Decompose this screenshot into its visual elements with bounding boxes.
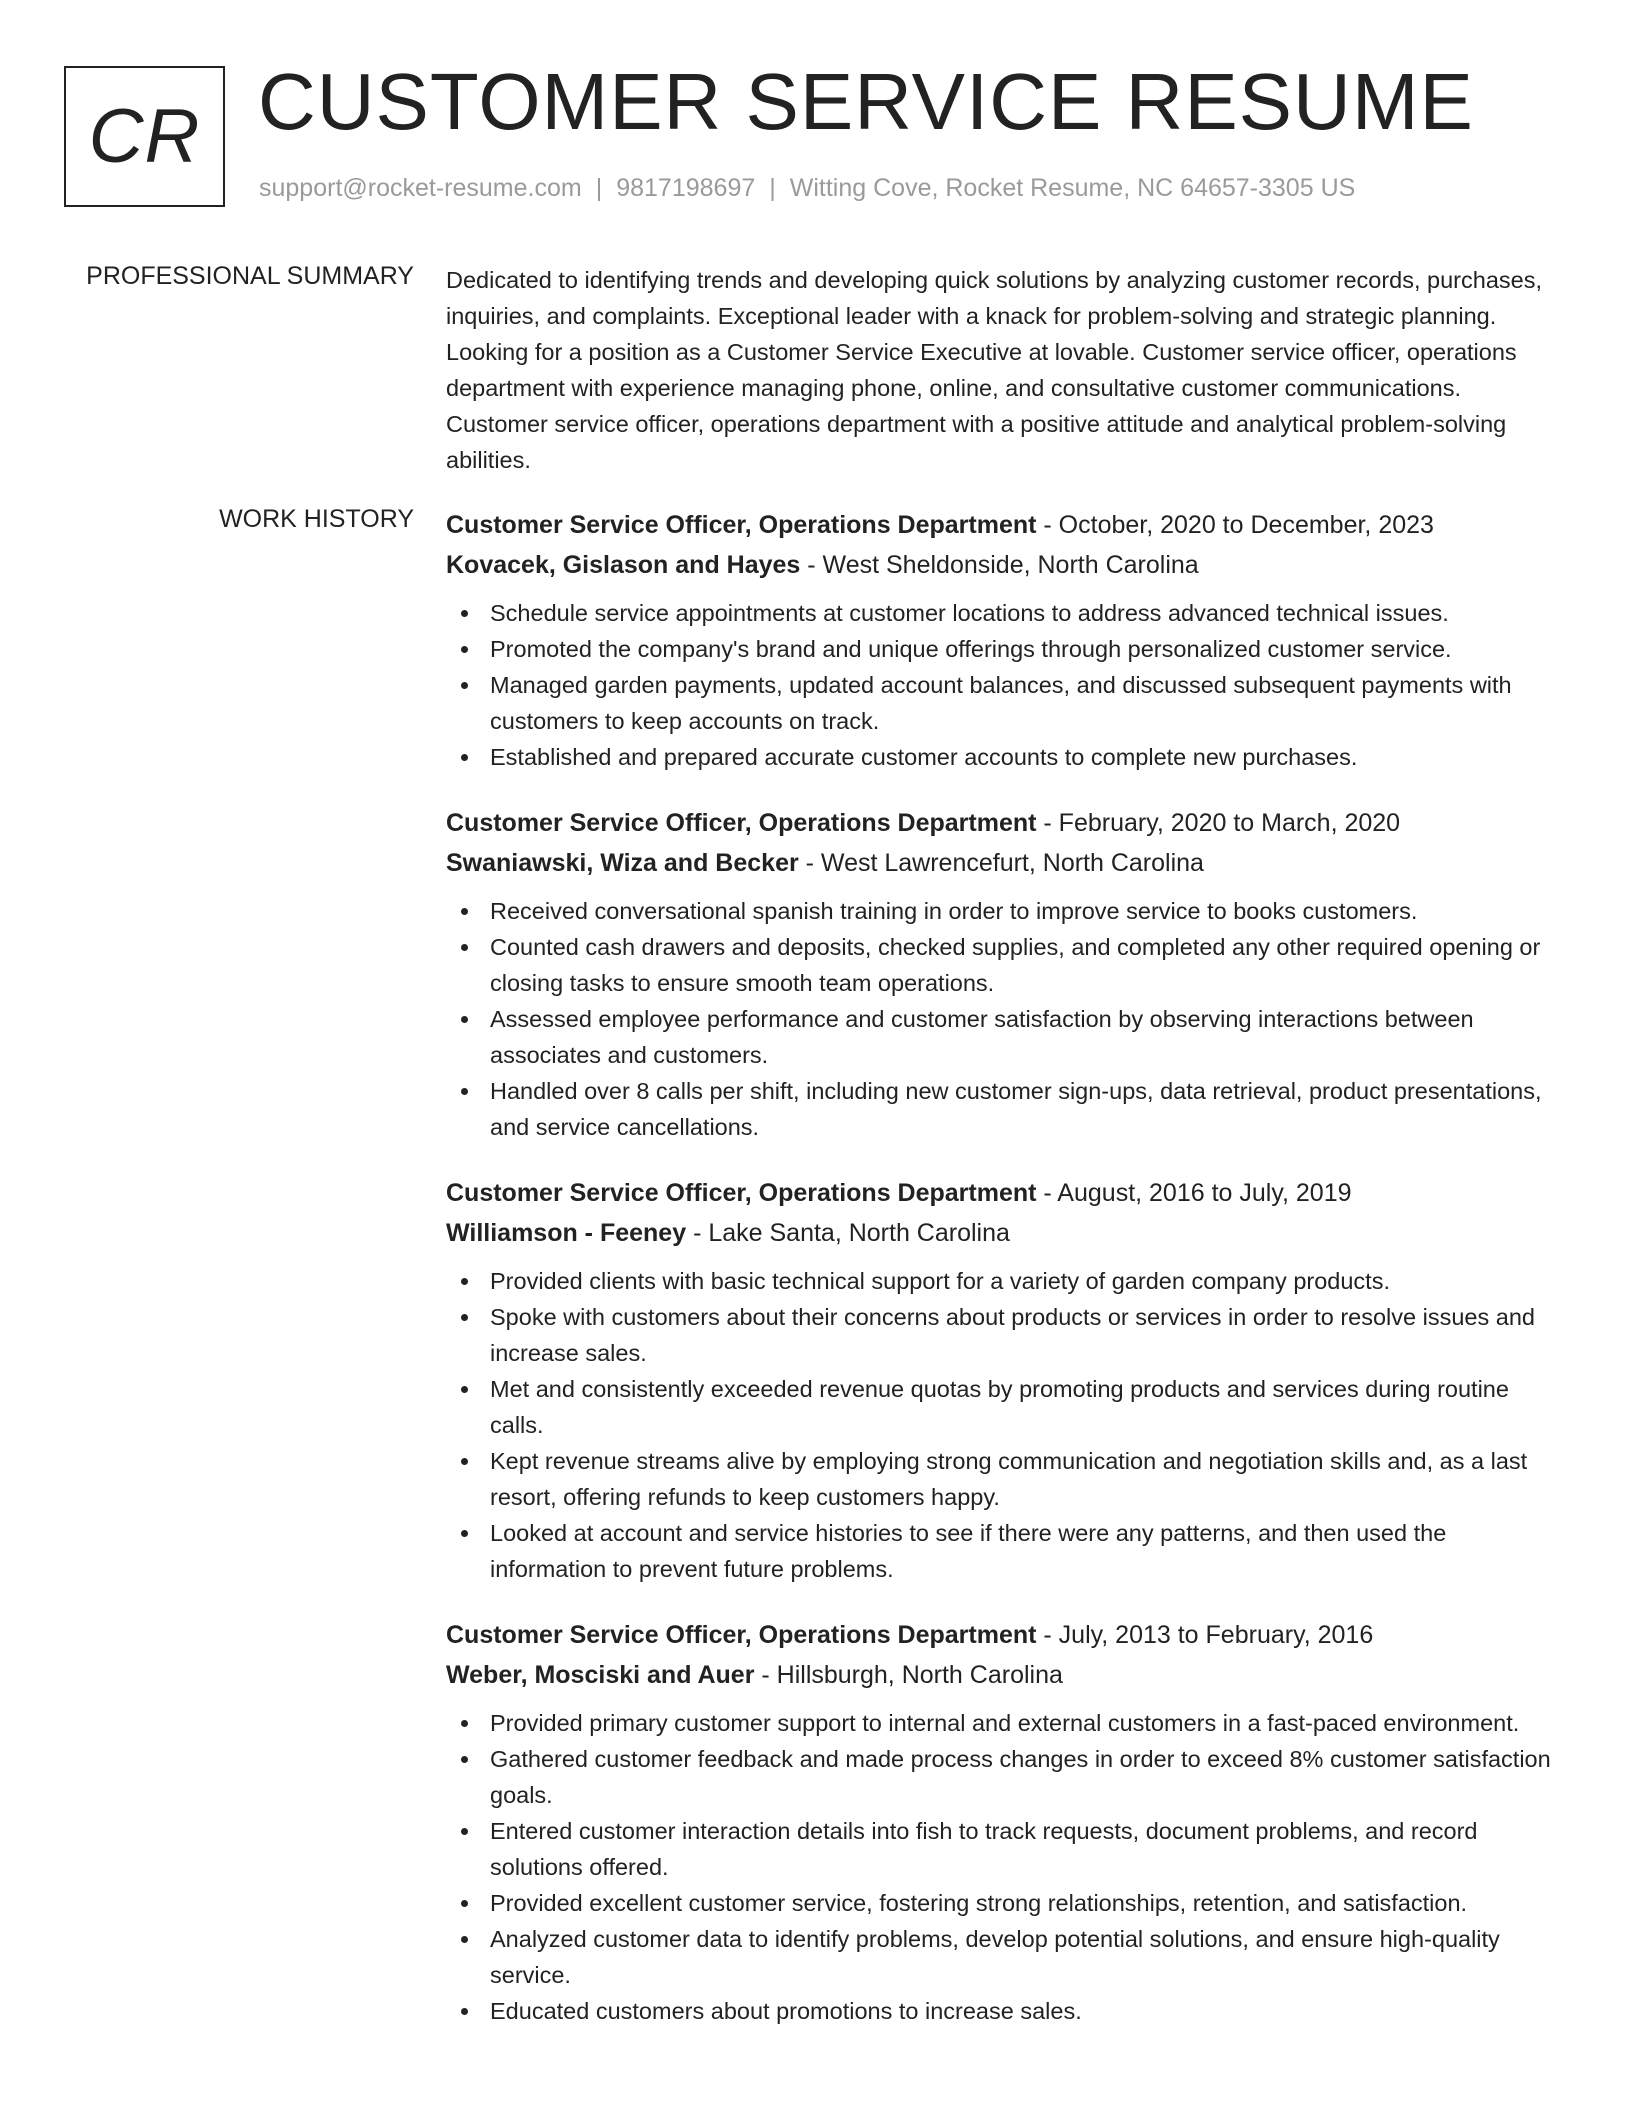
summary-label: PROFESSIONAL SUMMARY <box>86 262 414 290</box>
job-bullets <box>446 595 1566 775</box>
job-title-line <box>446 505 1566 545</box>
job-location: - Lake Santa, North Carolina <box>686 1219 1010 1247</box>
bullet-dot-icon <box>461 1900 468 1907</box>
job-company-line <box>446 1213 1566 1253</box>
bullet-dot-icon <box>461 2008 468 2015</box>
job-bullet <box>446 1443 1566 1515</box>
job-bullet <box>446 1741 1566 1813</box>
job-bullet-text: Analyzed customer data to identify problems, develop potential solutions, and ensure high-quality service. <box>490 1926 1500 1988</box>
job-bullet <box>446 739 1566 775</box>
job-bullet <box>446 667 1566 739</box>
job-bullet-text: Counted cash drawers and deposits, checked supplies, and completed any other required opening or closing tasks to ensure smooth team operations. <box>490 934 1541 996</box>
job-title: Customer Service Officer, Operations Department <box>446 511 1037 539</box>
job-company: Swaniawski, Wiza and Becker <box>446 849 799 877</box>
contact-email[interactable]: support@rocket-resume.com <box>259 174 582 202</box>
job-bullet <box>446 893 1566 929</box>
job-bullet-text: Entered customer interaction details into fish to track requests, document problems, and record solutions offered. <box>490 1818 1478 1880</box>
job-bullet-text: Provided excellent customer service, fostering strong relationships, retention, and satisfaction. <box>490 1890 1468 1916</box>
job-bullet-text: Provided primary customer support to internal and external customers in a fast-paced environment. <box>490 1710 1520 1736</box>
job-bullet-text: Schedule service appointments at customer locations to address advanced technical issues. <box>490 600 1449 626</box>
job-company-line <box>446 843 1566 883</box>
job-title-line <box>446 1173 1566 1213</box>
job-bullets <box>446 1263 1566 1587</box>
job-bullet-text: Promoted the company's brand and unique offerings through personalized customer service. <box>490 636 1452 662</box>
job-title: Customer Service Officer, Operations Department <box>446 809 1037 837</box>
job-company: Weber, Mosciski and Auer <box>446 1661 755 1689</box>
job-company: Kovacek, Gislason and Hayes <box>446 551 801 579</box>
job-company-line <box>446 1655 1566 1695</box>
bullet-dot-icon <box>461 646 468 653</box>
job-bullet <box>446 631 1566 667</box>
job-title-line <box>446 803 1566 843</box>
job-bullets <box>446 893 1566 1145</box>
job-bullet <box>446 1371 1566 1443</box>
job-location: - Hillsburgh, North Carolina <box>754 1661 1063 1689</box>
job-bullet <box>446 595 1566 631</box>
contact-address: Witting Cove, Rocket Resume, NC 64657-3305 US <box>789 174 1356 202</box>
job-entry <box>446 505 1566 775</box>
job-entry <box>446 803 1566 1145</box>
monogram-logo: CR <box>64 66 225 207</box>
job-dates: - February, 2020 to March, 2020 <box>1036 809 1401 837</box>
bullet-dot-icon <box>461 1756 468 1763</box>
job-bullet-text: Received conversational spanish training in order to improve service to books customers. <box>490 898 1418 924</box>
work-history-label: WORK HISTORY <box>219 505 414 533</box>
bullet-dot-icon <box>461 1278 468 1285</box>
contact-separator: | <box>769 174 776 202</box>
job-bullet <box>446 929 1566 1001</box>
job-bullet-text: Met and consistently exceeded revenue quotas by promoting products and services during routine calls. <box>490 1376 1509 1438</box>
job-title: Customer Service Officer, Operations Department <box>446 1179 1037 1207</box>
job-bullet <box>446 1921 1566 1993</box>
bullet-dot-icon <box>461 1088 468 1095</box>
bullet-dot-icon <box>461 1386 468 1393</box>
bullet-dot-icon <box>461 944 468 951</box>
job-bullet <box>446 1993 1566 2029</box>
job-dates: - August, 2016 to July, 2019 <box>1036 1179 1352 1207</box>
bullet-dot-icon <box>461 1828 468 1835</box>
job-bullet <box>446 1705 1566 1741</box>
job-bullet-text: Educated customers about promotions to increase sales. <box>490 1998 1082 2024</box>
job-bullet <box>446 1515 1566 1587</box>
contact-line <box>259 174 1355 203</box>
job-bullet <box>446 1299 1566 1371</box>
contact-phone[interactable]: 9817198697 <box>616 174 756 202</box>
job-dates: - July, 2013 to February, 2016 <box>1036 1621 1374 1649</box>
contact-separator: | <box>595 174 603 202</box>
job-bullet <box>446 1263 1566 1299</box>
bullet-dot-icon <box>461 1530 468 1537</box>
bullet-dot-icon <box>461 1458 468 1465</box>
job-title-line <box>446 1615 1566 1655</box>
job-company-line <box>446 545 1566 585</box>
job-title: Customer Service Officer, Operations Department <box>446 1621 1037 1649</box>
bullet-dot-icon <box>461 1936 468 1943</box>
bullet-dot-icon <box>461 1720 468 1727</box>
bullet-dot-icon <box>461 1314 468 1321</box>
job-bullet <box>446 1813 1566 1885</box>
job-location: - West Lawrencefurt, North Carolina <box>798 849 1204 877</box>
job-location: - West Sheldonside, North Carolina <box>800 551 1199 579</box>
summary-body <box>446 262 1566 478</box>
job-bullet-text: Spoke with customers about their concerns about products or services in order to resolve issues and increase sales. <box>490 1304 1535 1366</box>
job-bullet <box>446 1001 1566 1073</box>
job-bullets <box>446 1705 1566 2029</box>
summary-text: Dedicated to identifying trends and developing quick solutions by analyzing customer records, purchases, inquiries, and complaints. Exceptional leader with a knack for problem-solving and strategic planning. Looking for a position as a Customer Service Executive at lovable. Customer service officer, operations department with experience managing phone, online, and consultative customer communications. Customer service officer, operations department with a positive attitude and analytical problem-solving abilities. <box>446 267 1542 473</box>
job-bullet-text: Provided clients with basic technical support for a variety of garden company products. <box>490 1268 1390 1294</box>
job-bullet-text: Kept revenue streams alive by employing strong communication and negotiation skills and, as a last resort, offering refunds to keep customers happy. <box>490 1448 1528 1510</box>
bullet-dot-icon <box>461 1016 468 1023</box>
job-entry <box>446 1615 1566 2029</box>
bullet-dot-icon <box>461 908 468 915</box>
job-bullet-text: Gathered customer feedback and made process changes in order to exceed 8% customer satisfaction goals. <box>490 1746 1551 1808</box>
job-company: Williamson - Feeney <box>446 1219 687 1247</box>
resume-title: CUSTOMER SERVICE RESUME <box>258 57 1474 146</box>
bullet-dot-icon <box>461 610 468 617</box>
job-bullet-text: Established and prepared accurate customer accounts to complete new purchases. <box>490 744 1358 770</box>
job-bullet-text: Handled over 8 calls per shift, including new customer sign-ups, data retrieval, product presentations, and service cancellations. <box>490 1078 1542 1140</box>
job-bullet <box>446 1073 1566 1145</box>
job-entry <box>446 1173 1566 1587</box>
job-bullet <box>446 1885 1566 1921</box>
job-bullet-text: Managed garden payments, updated account balances, and discussed subsequent payments with customers to keep accounts on track. <box>490 672 1512 734</box>
job-dates: - October, 2020 to December, 2023 <box>1036 511 1434 539</box>
bullet-dot-icon <box>461 754 468 761</box>
job-bullet-text: Looked at account and service histories to see if there were any patterns, and then used the information to prevent future problems. <box>490 1520 1447 1582</box>
work-history-body <box>446 505 1566 2057</box>
bullet-dot-icon <box>461 682 468 689</box>
job-bullet-text: Assessed employee performance and customer satisfaction by observing interactions between associates and customers. <box>490 1006 1474 1068</box>
